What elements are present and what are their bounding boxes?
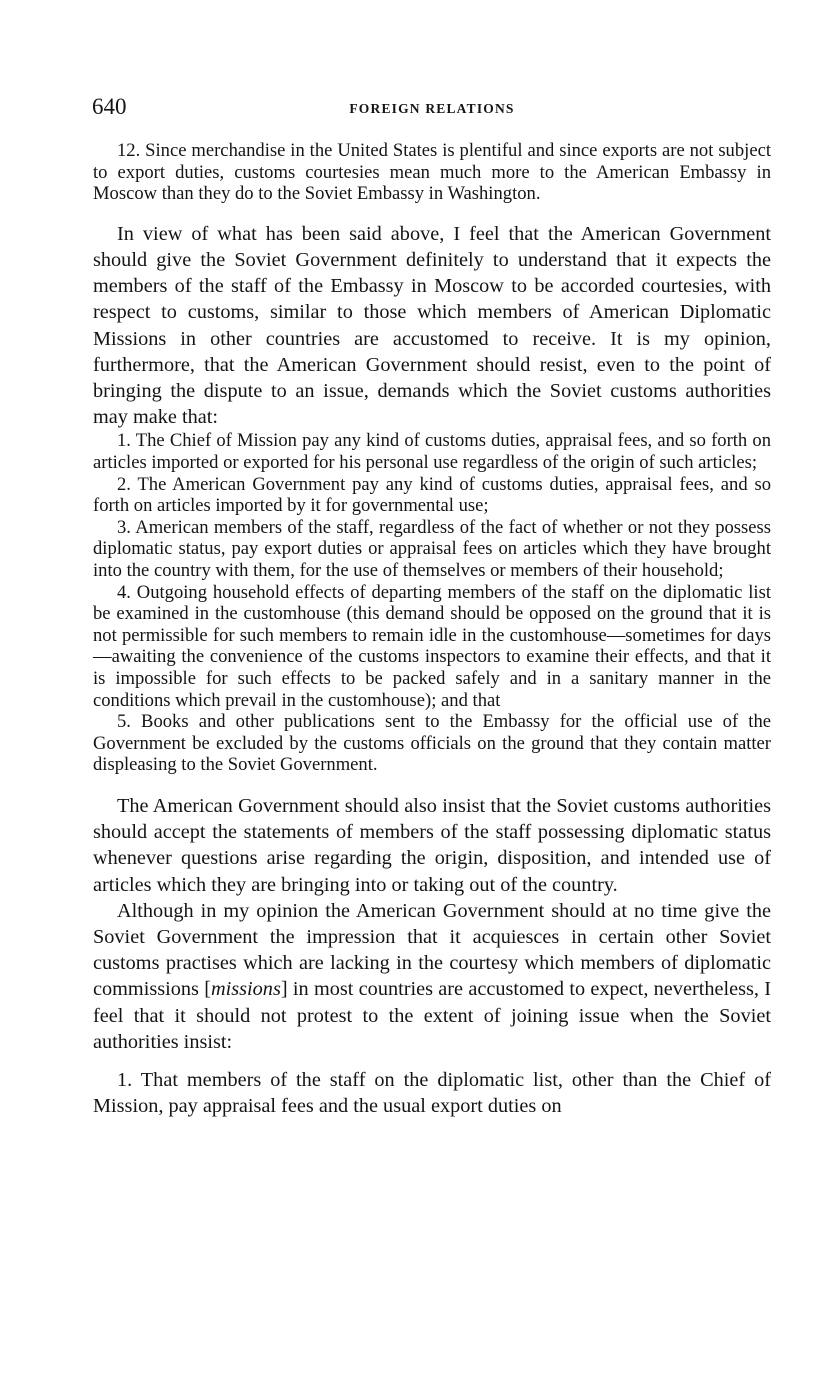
demands-list <box>93 430 771 776</box>
paragraph-although <box>93 898 771 1055</box>
demand-item-1: 1. The Chief of Mission pay any kind of customs duties, appraisal fees, and so forth on articles imported or exported for his personal use regardless of the origin of such articles; <box>93 430 771 473</box>
although-text-start: Although in my opinion the American Government should at no time give the Soviet Government the impression that it acquiesces in certain other Soviet customs practises which are lacking in the courtesy which members of diplomatic commissions [ <box>93 899 771 1001</box>
demand-item-4: 4. Outgoing household effects of departing members of the staff on the diplomatic list be examined in the customhouse (this demand should be opposed on the ground that it is not permissible for such members to remain idle in the customhouse—sometimes for days—awaiting the convenience of the customs inspectors to examine their effects, and that it is impossible for such effects to be packed safely and in a sanitary manner in the conditions which prevail in the customhouse); and that <box>93 581 771 711</box>
paragraph-in-view: In view of what has been said above, I feel that the American Government should give the Soviet Government definitely to understand that it expects the members of the staff of the Embassy in Moscow to be accorded courtesies, with respect to customs, similar to those which members of American Diplomatic Missions in other countries are accustomed to receive. It is my opinion, furthermore, that the American Government should resist, even to the point of bringing the dispute to an issue, demands which the Soviet customs authorities may make that: <box>93 222 771 429</box>
editorial-insertion: missions <box>210 978 281 1001</box>
paragraph-final-item-1: 1. That members of the staff on the diplomatic list, other than the Chief of Mission, pay appraisal fees and the usual export duties on <box>93 1068 771 1118</box>
paragraph-item-12: 12. Since merchandise in the United States is plentiful and since exports are not subject to export duties, customs courtesies mean much more to the American Embassy in Moscow than they do to the Soviet Embassy in Washington. <box>93 140 771 205</box>
paragraph-also-insist: The American Government should also insist that the Soviet customs authorities should accept the statements of members of the staff possessing diplomatic status whenever questions arise regarding the origin, disposition, and intended use of articles which they are bringing into or taking out of the country. <box>93 794 771 896</box>
page-header <box>92 94 772 124</box>
demand-item-3: 3. American members of the staff, regardless of the fact of whether or not they possess diplomatic status, pay export duties or appraisal fees on articles which they have brought into the country with them, for the use of themselves or members of their household; <box>93 516 771 581</box>
although-text-end: ] in most countries are accustomed to expect, nevertheless, I feel that it should not protest to the extent of joining issue when the Soviet authorities insist: <box>93 978 772 1053</box>
page-number: 640 <box>92 94 127 119</box>
page-body <box>93 140 771 1119</box>
demand-item-2: 2. The American Government pay any kind of customs duties, appraisal fees, and so forth on articles imported by it for governmental use; <box>93 473 771 517</box>
running-head: FOREIGN RELATIONS <box>349 101 515 116</box>
demand-item-5: 5. Books and other publications sent to the Embassy for the official use of the Government be excluded by the customs officials on the ground that they contain matter displeasing to the Soviet Government. <box>93 711 771 776</box>
